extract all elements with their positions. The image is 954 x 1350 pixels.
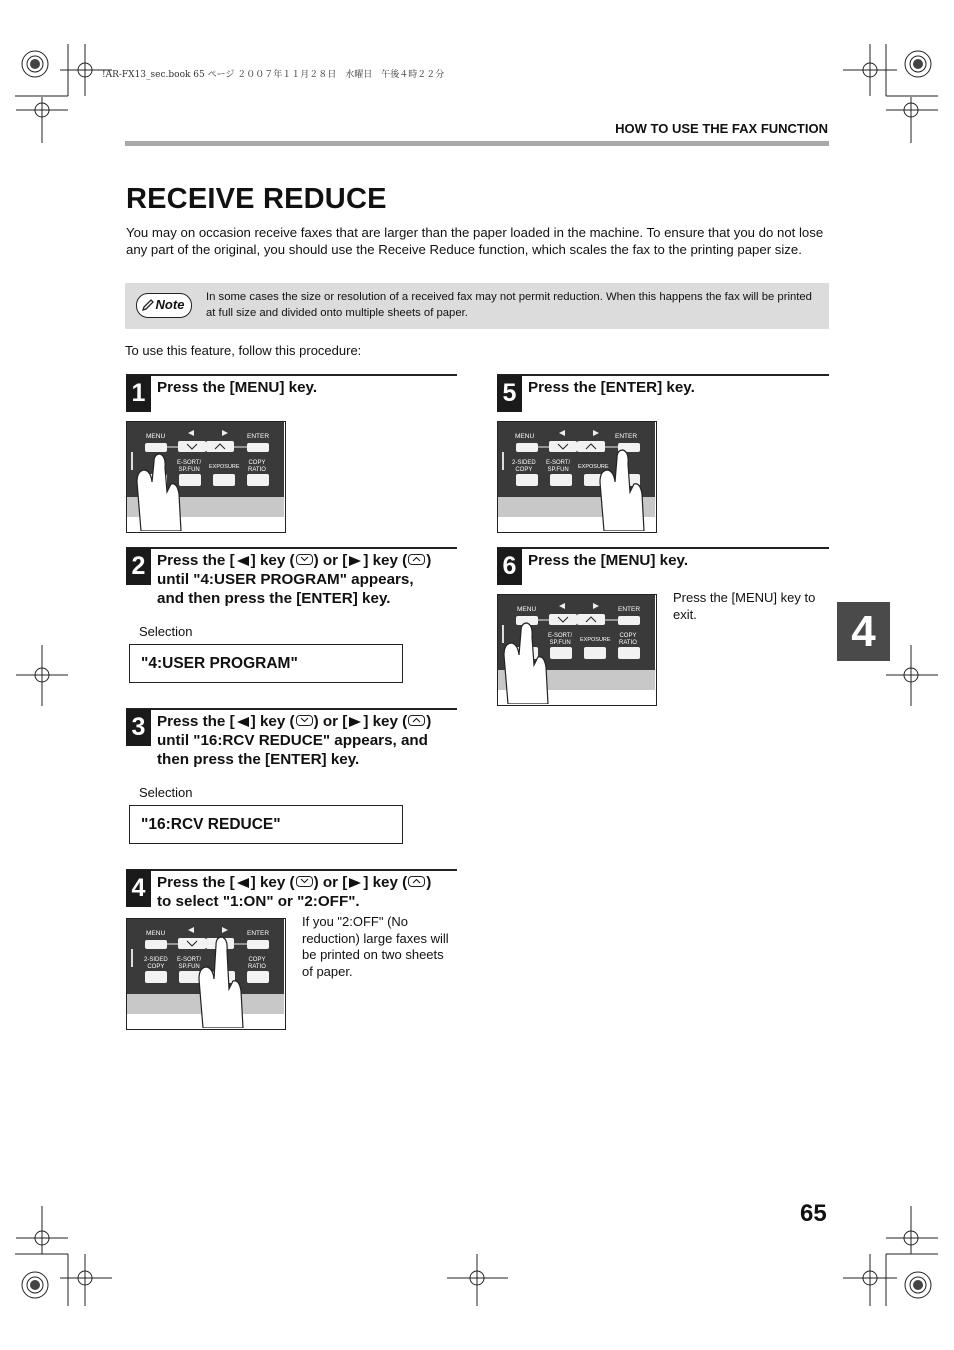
panel-label-menu: MENU bbox=[146, 433, 166, 440]
right-arrow-key-icon bbox=[349, 556, 361, 566]
step-1-rule bbox=[126, 374, 457, 376]
step-3-line-2: until "16:RCV REDUCE" appears, and bbox=[157, 732, 428, 749]
step-3-text bbox=[157, 712, 457, 769]
step-2-selection-display: "4:USER PROGRAM" bbox=[129, 644, 403, 683]
note-badge-label: Note bbox=[155, 297, 185, 312]
header-rule bbox=[125, 141, 829, 146]
panel-label-esort: E-SORT/ SP.FUN bbox=[548, 633, 573, 646]
up-chevron-key-icon bbox=[408, 554, 425, 565]
print-crop-header: !AR-FX13_sec.book 65 ページ ２００７年１１月２８日 水曜日 午後４時２２分 bbox=[102, 70, 445, 80]
panel-label-menu: MENU bbox=[146, 930, 166, 937]
step-1-number: 1 bbox=[126, 375, 151, 412]
panel-label-2-sided-copy: 2-SIDED COPY bbox=[512, 460, 536, 473]
down-chevron-key-icon bbox=[296, 876, 313, 887]
step-2-line-1: Press the [ ] key ( ) or [ ] key ( ) bbox=[157, 552, 432, 569]
step-4-line-1: Press the [ ] key ( ) or [ ] key ( ) bbox=[157, 874, 432, 891]
step-3-selection-display: "16:RCV REDUCE" bbox=[129, 805, 403, 844]
step-4-text bbox=[157, 873, 457, 911]
panel-label-copy-ratio: COPY RATIO bbox=[619, 633, 637, 646]
up-chevron-key-icon bbox=[408, 715, 425, 726]
panel-label-exposure: EXPOSURE bbox=[580, 637, 611, 643]
down-chevron-key-icon bbox=[296, 554, 313, 565]
panel-label-exposure: EXPOSURE bbox=[209, 464, 240, 470]
step-4-number: 4 bbox=[126, 870, 151, 907]
step-1-text: Press the [MENU] key. bbox=[157, 379, 318, 396]
left-arrow-key-icon bbox=[237, 556, 249, 566]
up-chevron-key-icon bbox=[408, 876, 425, 887]
step-5-text: Press the [ENTER] key. bbox=[528, 379, 695, 396]
step-4-panel-illustration bbox=[126, 918, 286, 1030]
step-6-panel-illustration bbox=[497, 594, 657, 706]
step-4-rule bbox=[126, 869, 457, 871]
step-4-side-note: If you "2:OFF" (No reduction) large faxes will be printed on two sheets of paper. bbox=[302, 914, 449, 979]
step-5-number: 5 bbox=[497, 375, 522, 412]
panel-label-enter: ENTER bbox=[618, 606, 641, 613]
left-arrow-key-icon bbox=[237, 717, 249, 727]
step-5-rule bbox=[497, 374, 829, 376]
step-5-panel-illustration bbox=[497, 421, 657, 533]
intro-paragraph: You may on occasion receive faxes that are larger than the paper loaded in the machine. To ensure that you do not lose any part of the original, you should use the Receive Reduce function, which scales the fax to the printing paper size. bbox=[126, 225, 824, 257]
page-number: 65 bbox=[800, 1200, 827, 1227]
step-4-line-2: to select "1:ON" or "2:OFF". bbox=[157, 893, 360, 910]
step-2-line-3: and then press the [ENTER] key. bbox=[157, 590, 391, 607]
panel-label-menu: MENU bbox=[515, 433, 535, 440]
step-2-line-2: until "4:USER PROGRAM" appears, bbox=[157, 571, 414, 588]
right-arrow-key-icon bbox=[349, 717, 361, 727]
panel-label-esort: E-SORT/ SP.FUN bbox=[546, 460, 571, 473]
step-3-line-1: Press the [ ] key ( ) or [ ] key ( ) bbox=[157, 713, 432, 730]
procedure-intro: To use this feature, follow this procedure: bbox=[125, 343, 362, 358]
step-2-rule bbox=[126, 547, 457, 549]
right-arrow-key-icon bbox=[349, 878, 361, 888]
step-6-rule bbox=[497, 547, 829, 549]
step-3-rule bbox=[126, 708, 457, 710]
panel-label-menu: MENU bbox=[517, 606, 537, 613]
panel-label-copy-ratio: COPY RATIO bbox=[248, 460, 266, 473]
panel-label-esort: E-SORT/ SP.FUN bbox=[177, 957, 202, 970]
note-badge bbox=[136, 293, 192, 318]
note-box bbox=[125, 283, 829, 329]
step-6-text: Press the [MENU] key. bbox=[528, 552, 689, 569]
pencil-icon bbox=[141, 298, 155, 312]
panel-label-exposure: EXPOSURE bbox=[578, 464, 609, 470]
step-2-selection-label: Selection bbox=[139, 624, 193, 639]
chapter-tab: 4 bbox=[837, 602, 890, 661]
panel-label-2-sided-copy: 2-SIDED COPY bbox=[144, 957, 168, 970]
note-text: In some cases the size or resolution of a received fax may not permit reduction. When this happens the fax will be printed at full size and divided onto multiple sheets of paper. bbox=[206, 291, 812, 319]
down-chevron-key-icon bbox=[296, 715, 313, 726]
step-1-panel-illustration bbox=[126, 421, 286, 533]
left-arrow-key-icon bbox=[237, 878, 249, 888]
panel-label-esort: E-SORT/ SP.FUN bbox=[177, 460, 202, 473]
step-3-number: 3 bbox=[126, 709, 151, 746]
panel-label-enter: ENTER bbox=[615, 433, 638, 440]
step-3-selection-label: Selection bbox=[139, 785, 193, 800]
panel-label-copy-ratio: COPY RATIO bbox=[248, 957, 266, 970]
step-2-number: 2 bbox=[126, 548, 151, 585]
panel-label-enter: ENTER bbox=[247, 930, 270, 937]
step-3-line-3: then press the [ENTER] key. bbox=[157, 751, 360, 768]
page-title: RECEIVE REDUCE bbox=[126, 183, 387, 215]
step-6-number: 6 bbox=[497, 548, 522, 585]
section-title: HOW TO USE THE FAX FUNCTION bbox=[615, 121, 828, 136]
step-2-text bbox=[157, 551, 457, 608]
panel-label-enter: ENTER bbox=[247, 433, 270, 440]
step-6-side-note: Press the [MENU] key to exit. bbox=[673, 590, 816, 622]
